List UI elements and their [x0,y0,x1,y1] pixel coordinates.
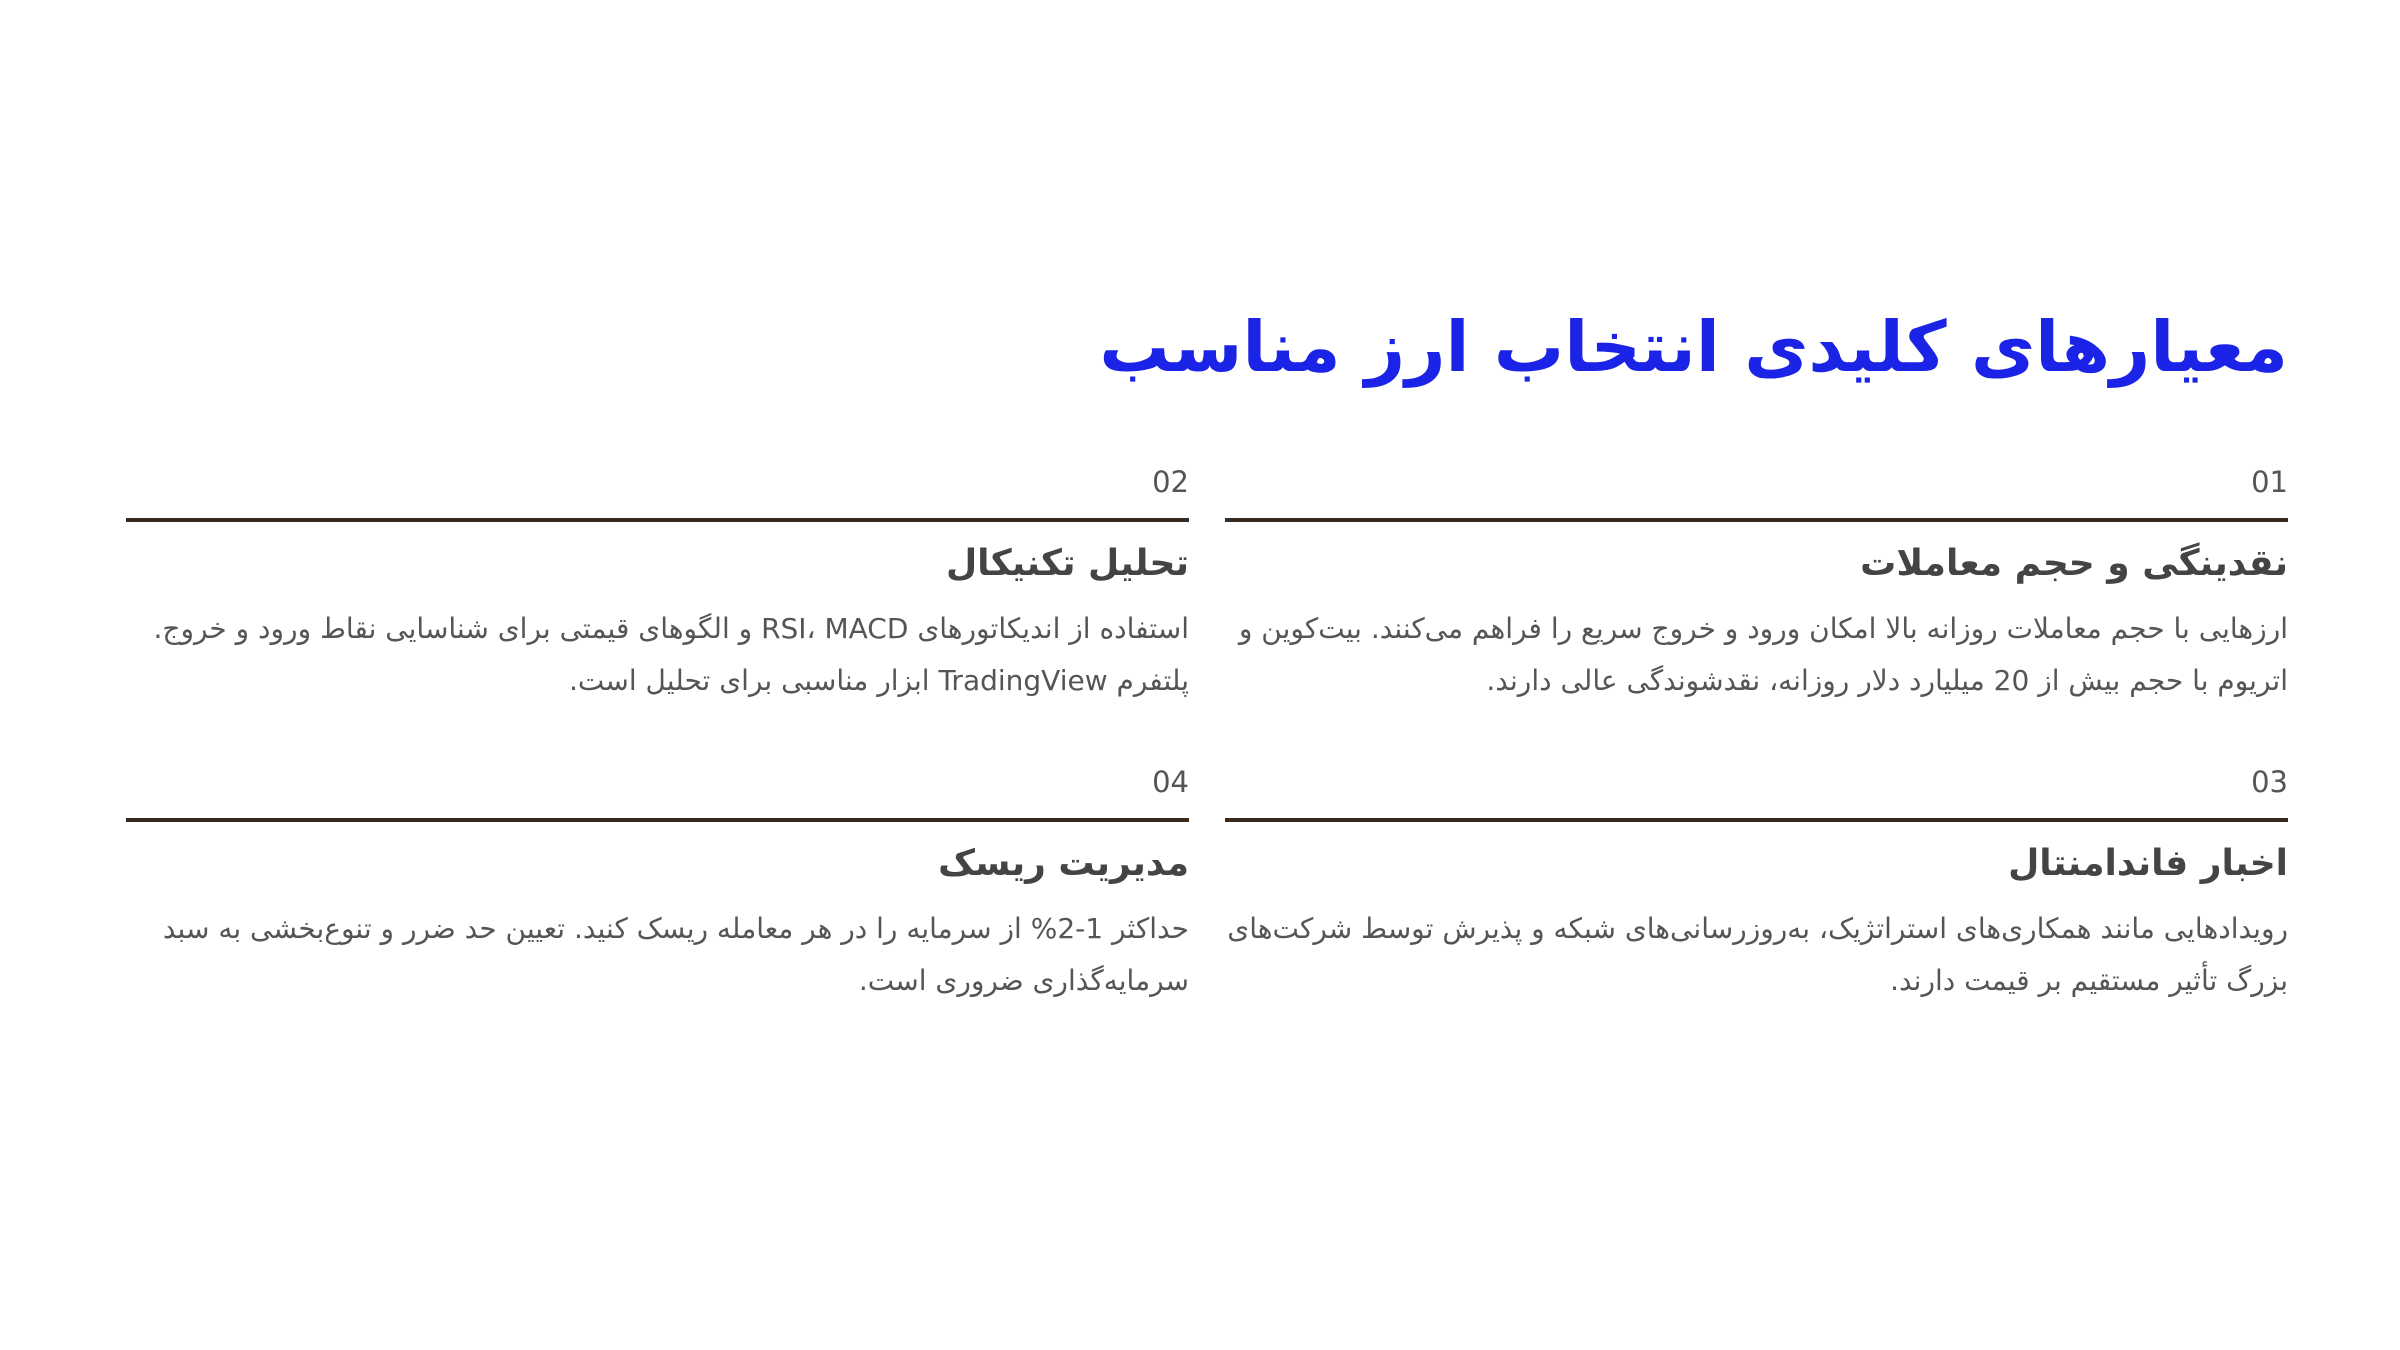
criteria-card [1225,768,2288,1008]
card-number: 04 [1152,768,1189,799]
card-title: نقدینگی و حجم معاملات [1860,543,2288,584]
card-title: تحلیل تکنیکال [945,543,1189,584]
card-description: ارزهایی با حجم معاملات روزانه بالا امکان ورود و خروج سریع را فراهم می‌کنند. بیت‌کوین و اتریوم با حجم بیش از 20 میلیارد دلار روزانه، نقدشوندگی عالی دارند. [1238,612,2288,698]
card-divider [126,518,1189,522]
card-divider [126,818,1189,822]
card-number: 03 [2251,768,2288,799]
card-title: مدیریت ریسک [938,843,1189,884]
card-description: حداکثر 1-2% از سرمایه را در هر معامله ریسک کنید. تعیین حد ضرر و تنوع‌بخشی به سبد سرمایه‌گذاری ضروری است. [162,912,1189,998]
criteria-card [1225,468,2288,708]
card-number: 02 [1152,468,1189,499]
card-description: استفاده از اندیکاتورهای RSI، MACD و الگوهای قیمتی برای شناسایی نقاط ورود و خروج. پلتفرم TradingView ابزار مناسبی برای تحلیل است. [153,612,1189,698]
slide [126,0,2288,1350]
criteria-card [126,468,1189,708]
card-divider [1225,818,2288,822]
card-title: اخبار فاندامنتال [2008,843,2288,884]
page-title: معیارهای کلیدی انتخاب ارز مناسب [1099,306,2288,388]
card-divider [1225,518,2288,522]
card-number: 01 [2251,468,2288,499]
criteria-grid [126,468,2288,1008]
criteria-card [126,768,1189,1008]
card-description: رویدادهایی مانند همکاری‌های استراتژیک، به‌روزرسانی‌های شبکه و پذیرش توسط شرکت‌های بزرگ تأثیر مستقیم بر قیمت دارند. [1227,912,2288,998]
